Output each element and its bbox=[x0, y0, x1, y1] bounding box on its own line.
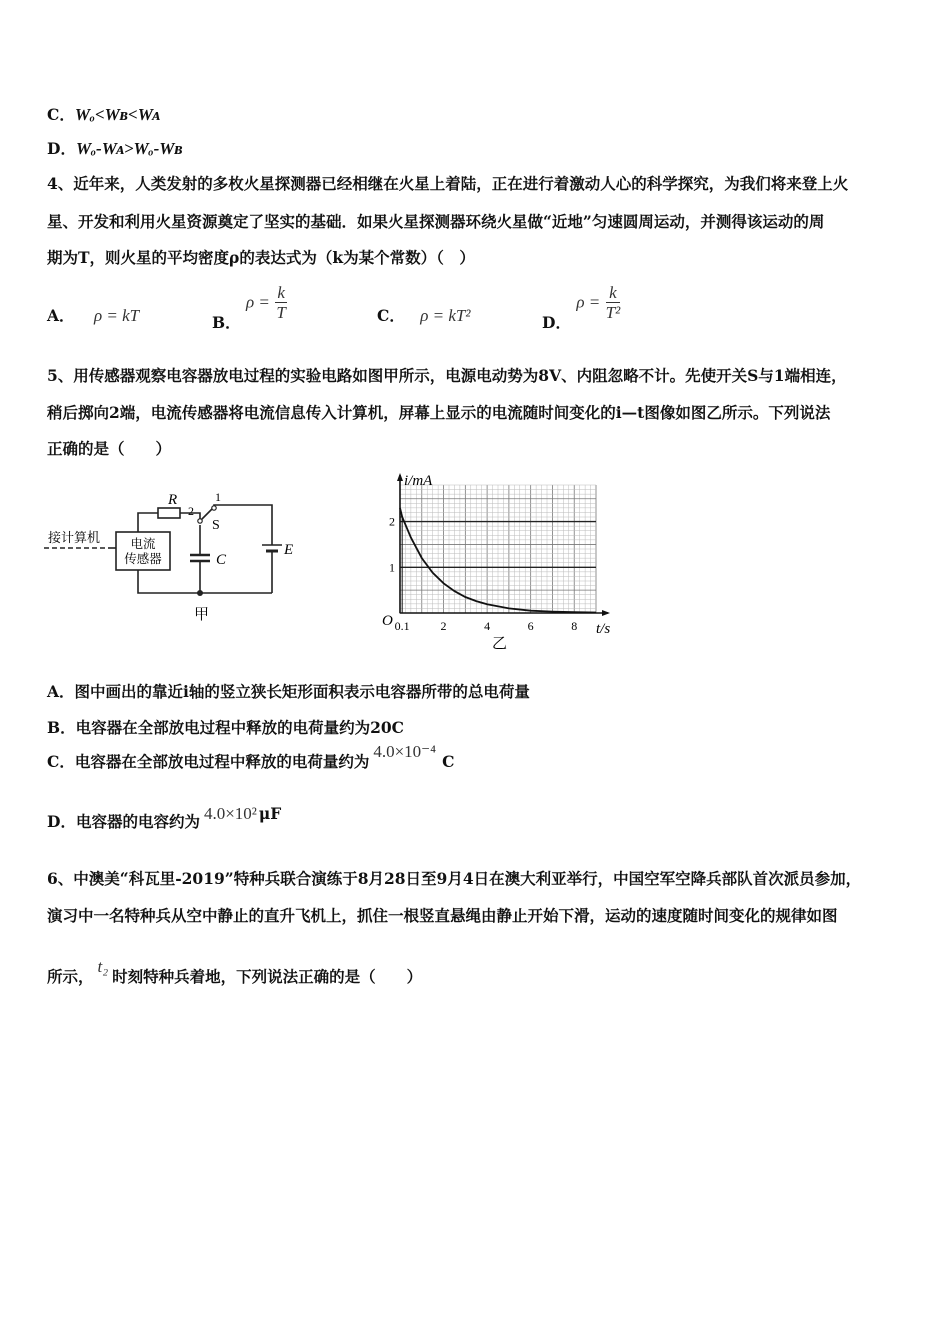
graph-grid bbox=[400, 485, 596, 613]
q4-option-d: D． ρ = $\frac{k}{\text{T²}}$ bbox=[542, 283, 621, 332]
q4-stem-line3: 期为T，则火星的平均密度ρ的表达式为（k为某个常数）（ ） bbox=[47, 248, 475, 267]
q4-option-d-fraction: $\frac{k}{\text{T²}}$ bbox=[605, 283, 621, 322]
q4-stem-line1: 4、近年来，人类发射的多枚火星探测器已经相继在火星上着陆，正在进行着激动人心的科学探究，为我们将来登上火 bbox=[47, 174, 849, 193]
y-tick-label-2: 2 bbox=[389, 514, 395, 529]
y-axis-arrow bbox=[397, 473, 403, 481]
q4-option-b-fraction: $\frac{k}{T}$ bbox=[276, 283, 286, 322]
q5-option-d: D．电容器的电容约为 4.0×10² μF bbox=[47, 804, 282, 831]
q4-option-a: A． ρ = kT bbox=[47, 306, 140, 325]
circuit-caption: 甲 bbox=[194, 607, 210, 623]
junction-dot bbox=[197, 590, 203, 596]
q5-stem-line2: 稍后掷向2端，电流传感器将电流信息传入计算机，屏幕上显示的电流随时间变化的i—t图像如图乙所示。下列说法 bbox=[47, 403, 831, 422]
x-axis-arrow bbox=[602, 610, 610, 616]
q4-stem-line2: 星、开发和利用火星资源奠定了坚实的基础．如果火星探测器环绕火星做“近地”匀速圆周运动，并测得该运动的周 bbox=[47, 212, 825, 231]
x-tick-label-4: 4 bbox=[484, 619, 491, 633]
q6-stem-line3: 所示，t₂时刻特种兵着地，下列说法正确的是（ ） bbox=[47, 957, 423, 986]
i-t-graph bbox=[378, 470, 628, 655]
resistor-r bbox=[158, 508, 180, 518]
circuit-diagram bbox=[40, 485, 320, 635]
q4-option-c: C． ρ = kT² bbox=[377, 306, 471, 325]
q6-stem-line2: 演习中一名特种兵从空中静止的直升飞机上，抓住一根竖直悬绳由静止开始下滑，运动的速度随时间变化的规律如图 bbox=[47, 906, 838, 925]
sensor-label-line2: 传感器 bbox=[124, 552, 162, 566]
capacitor-label: C bbox=[216, 552, 227, 568]
q5-option-c: C．电容器在全部放电过程中释放的电荷量约为4.0×10⁻⁴C bbox=[47, 742, 455, 771]
q5-stem-line3: 正确的是（ ） bbox=[47, 439, 172, 458]
x-tick-label-0.1: 0.1 bbox=[394, 619, 410, 633]
q5-stem-line1: 5、用传感器观察电容器放电过程的实验电路如图甲所示，电源电动势为8V、内阻忽略不计。先使开关S与1端相连， bbox=[47, 366, 847, 385]
switch-label: S bbox=[212, 518, 220, 533]
q3-option-c: C．Wₒ<Wʙ<Wᴀ bbox=[47, 105, 160, 124]
graph-caption: 乙 bbox=[492, 636, 508, 652]
q4-option-b: B． ρ = $\frac{k}{T}$ bbox=[212, 283, 286, 332]
terminal-1-label: 1 bbox=[215, 490, 221, 504]
q5-option-b: B．电容器在全部放电过程中释放的电荷量约为20C bbox=[47, 718, 405, 737]
narrow-rectangle bbox=[400, 517, 402, 613]
q6-stem-line1: 6、中澳美“科瓦里-2019”特种兵联合演练于8月28日至9月4日在澳大利亚举行，中国空军空降兵部队首次派员参加， bbox=[47, 869, 862, 888]
y-axis-label: i/mA bbox=[404, 473, 433, 489]
battery-label: E bbox=[284, 542, 294, 558]
terminal-2-label: 2 bbox=[188, 504, 194, 518]
origin-label: O bbox=[382, 613, 393, 629]
sensor-label-line1: 电流 bbox=[130, 537, 156, 551]
x-tick-label-2: 2 bbox=[440, 619, 447, 633]
q3-option-d: D．Wₒ-Wᴀ>Wₒ-Wʙ bbox=[47, 139, 183, 158]
x-tick-label-6: 6 bbox=[527, 619, 534, 633]
computer-label: 接计算机 bbox=[48, 530, 101, 545]
resistor-label: R bbox=[168, 492, 178, 508]
q5-option-a: A．图中画出的靠近i轴的竖立狭长矩形面积表示电容器所带的总电荷量 bbox=[47, 682, 530, 701]
x-tick-label-8: 8 bbox=[571, 619, 578, 633]
x-axis-label: t/s bbox=[596, 621, 611, 637]
y-tick-label-1: 1 bbox=[389, 560, 395, 575]
